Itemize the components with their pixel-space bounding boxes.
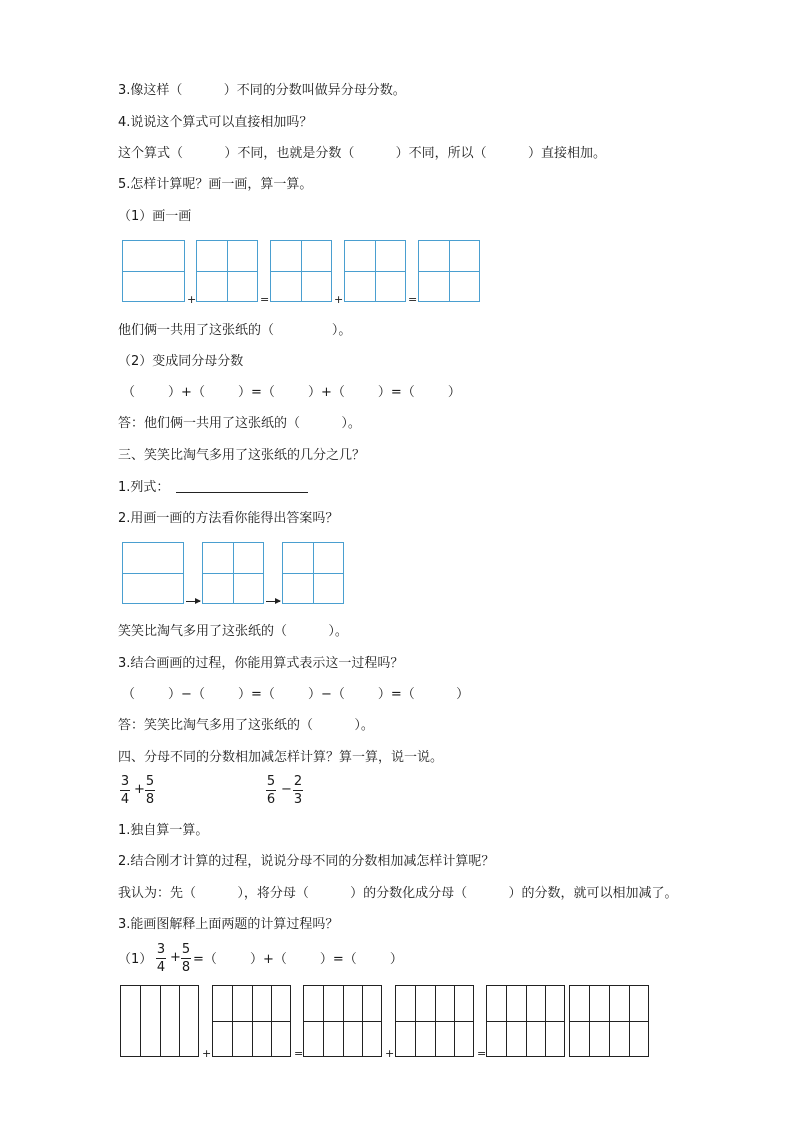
grid-eighths bbox=[486, 985, 565, 1057]
denominator: 3 bbox=[293, 792, 303, 807]
q5-answer: 答：他们俩一共用了这张纸的（ ）。 bbox=[118, 416, 361, 431]
s4-q2-fill: 我认为：先（ ），将分母（ ）的分数化成分母（ ）的分数，就可以相加减了。 bbox=[118, 886, 678, 901]
denominator: 4 bbox=[156, 960, 166, 975]
section3-title: 三、笑笑比淘气多用了这张纸的几分之几？ bbox=[118, 448, 366, 463]
q4-text: 4.说说这个算式可以直接相加吗？ bbox=[118, 115, 313, 130]
grid-half bbox=[122, 240, 185, 302]
numerator: 5 bbox=[145, 774, 155, 789]
equals-sign: = bbox=[477, 1047, 487, 1060]
fraction bbox=[145, 774, 155, 807]
grid-eighths bbox=[212, 985, 291, 1057]
q4-fill-text: 这个算式（ ）不同，也就是分数（ ）不同，所以（ ）直接相加。 bbox=[118, 146, 606, 161]
s4-q3-1-label: （1） bbox=[118, 952, 153, 967]
s3-q1-text: 1.列式： bbox=[118, 480, 170, 495]
q5-2-text: （2）变成同分母分数 bbox=[118, 354, 244, 369]
equals-sign: = bbox=[408, 293, 418, 306]
minus-sign: − bbox=[281, 782, 292, 797]
equals-sign: = bbox=[260, 293, 270, 306]
denominator: 8 bbox=[145, 792, 155, 807]
s3-q2-text: 2.用画一画的方法看你能得出答案吗？ bbox=[118, 511, 339, 526]
denominator: 8 bbox=[181, 960, 191, 975]
plus-sign: + bbox=[334, 293, 344, 306]
grid-eighths bbox=[303, 985, 382, 1057]
plus-sign: + bbox=[202, 1047, 212, 1060]
fraction bbox=[293, 774, 303, 807]
s3-q2-result: 笑笑比淘气多用了这张纸的（ ）。 bbox=[118, 624, 348, 639]
q3-text: 3.像这样（ ）不同的分数叫做异分母分数。 bbox=[118, 83, 406, 98]
grid-quarters bbox=[344, 240, 406, 302]
q5-1-text: （1）画一画 bbox=[118, 209, 192, 224]
s4-q2-text: 2.结合刚才计算的过程，说说分母不同的分数相加减怎样计算呢？ bbox=[118, 854, 495, 869]
numerator: 2 bbox=[293, 774, 303, 789]
plus-sign: + bbox=[170, 950, 181, 965]
fraction bbox=[156, 942, 166, 975]
plus-sign: + bbox=[385, 1047, 395, 1060]
answer-underline bbox=[176, 492, 308, 493]
grid-half bbox=[122, 542, 184, 604]
numerator: 5 bbox=[181, 942, 191, 957]
grid-eighths bbox=[395, 985, 474, 1057]
s3-q3-answer: 答：笑笑比淘气多用了这张纸的（ ）。 bbox=[118, 718, 374, 733]
fraction bbox=[120, 774, 130, 807]
q5-2-equation: （ ）+（ ）=（ ）+（ ）=（ ） bbox=[122, 385, 461, 400]
grid-quarters bbox=[196, 240, 258, 302]
s4-q1-text: 1.独自算一算。 bbox=[118, 823, 209, 838]
numerator: 5 bbox=[266, 774, 276, 789]
denominator: 6 bbox=[266, 792, 276, 807]
grid-fourths bbox=[120, 985, 199, 1057]
q5-1-result: 他们俩一共用了这张纸的（ ）。 bbox=[118, 323, 352, 338]
fraction bbox=[181, 942, 191, 975]
plus-sign: + bbox=[134, 782, 145, 797]
arrow-icon bbox=[266, 601, 280, 602]
grid-eighths bbox=[569, 985, 649, 1057]
denominator: 4 bbox=[120, 792, 130, 807]
grid-quarters bbox=[270, 240, 332, 302]
s3-q3-text: 3.结合画画的过程，你能用算式表示这一过程吗？ bbox=[118, 656, 404, 671]
numerator: 3 bbox=[120, 774, 130, 789]
numerator: 3 bbox=[156, 942, 166, 957]
s3-q3-equation: （ ）−（ ）=（ ）−（ ）=（ ） bbox=[122, 687, 470, 702]
arrow-icon bbox=[186, 601, 200, 602]
grid-quarters bbox=[418, 240, 480, 302]
s4-q3-1-tail: =（ ）+（ ）=（ ） bbox=[193, 952, 403, 967]
grid-quarters bbox=[282, 542, 344, 604]
plus-sign: + bbox=[187, 293, 197, 306]
section4-title: 四、分母不同的分数相加减怎样计算？算一算，说一说。 bbox=[118, 750, 444, 765]
grid-quarters bbox=[202, 542, 264, 604]
equals-sign: = bbox=[294, 1047, 304, 1060]
q5-text: 5.怎样计算呢？画一画，算一算。 bbox=[118, 177, 313, 192]
fraction bbox=[266, 774, 276, 807]
s4-q3-text: 3.能画图解释上面两题的计算过程吗？ bbox=[118, 917, 339, 932]
